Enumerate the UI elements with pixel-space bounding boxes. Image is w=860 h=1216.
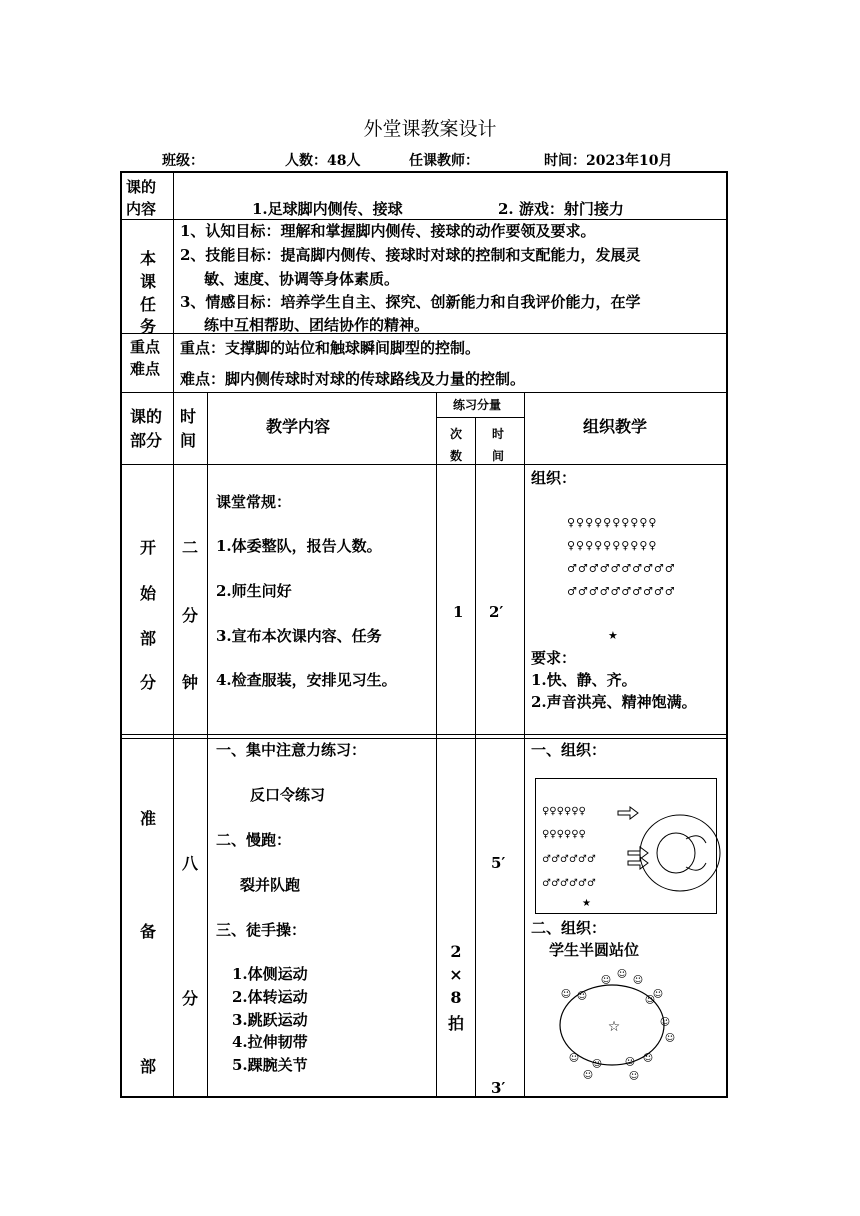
student-face-icon: ☺ [659, 1017, 671, 1028]
requirement-1: 1.快、静、齐。 [531, 671, 637, 689]
exercise-3: 3.跳跃运动 [232, 1011, 308, 1029]
student-face-icon: ☺ [624, 1057, 636, 1068]
student-face-icon: ☺ [628, 1071, 640, 1082]
header-part: 课的 部分 [130, 407, 163, 450]
header-teaching-content: 教学内容 [266, 417, 331, 436]
routine-item-3: 3.宣布本次课内容、任务 [216, 627, 382, 645]
section2-time-2: 分 [181, 989, 198, 1008]
student-face-icon: ☺ [642, 1053, 654, 1064]
formation-row-male-1: ♂♂♂♂♂♂♂♂♂♂ [567, 562, 676, 575]
student-face-icon: ☺ [582, 1070, 594, 1081]
section1-time-2: 分 [181, 606, 198, 625]
task-line-1: 1、认知目标：理解和掌握脚内侧传、接球的动作要领及要求。 [180, 222, 596, 240]
student-face-icon: ☺ [652, 989, 664, 1000]
run-row-male-1: ♂♂♂♂♂♂ [542, 854, 596, 865]
section2-count-2: × [449, 965, 463, 984]
circle-center-star-icon: ☆ [607, 1019, 621, 1035]
section2-org-title-1: 一、组织： [531, 741, 607, 759]
section2-duration-1: 5′ [491, 854, 506, 872]
tasks-label-2: 课 [139, 272, 156, 291]
formation-row-male-2: ♂♂♂♂♂♂♂♂♂♂ [567, 585, 676, 598]
student-face-icon: ☺ [616, 969, 628, 980]
key-point: 重点：支撑脚的站位和触球瞬间脚型的控制。 [180, 339, 481, 357]
run-teacher-star-icon: ★ [582, 898, 591, 909]
content-item-1: 1.足球脚内侧传、接球 [252, 200, 403, 218]
task-line-3: 敏、速度、协调等身体素质。 [204, 270, 400, 288]
warmup-item-3: 三、徒手操： [216, 921, 307, 939]
exercise-1: 1.体侧运动 [232, 965, 308, 983]
section1-part-3: 部 [139, 629, 156, 648]
section1-count: 1 [453, 603, 464, 621]
keypoints-label: 重点 难点 [130, 338, 161, 378]
exercise-4: 4.拉伸韧带 [232, 1033, 308, 1051]
section2-count-3: 8 [450, 988, 462, 1007]
tasks-label-1: 本 [139, 249, 156, 268]
section1-time-3: 钟 [181, 673, 198, 692]
student-face-icon: ☺ [568, 1053, 580, 1064]
section1-part-4: 分 [139, 673, 156, 692]
warmup-item-1: 一、集中注意力练习： [216, 741, 367, 759]
run-row-female-2: ♀♀♀♀♀♀ [542, 829, 586, 840]
difficulty-point: 难点：脚内侧传球时对球的传球路线及力量的控制。 [180, 370, 526, 388]
section2-count-1: 2 [450, 942, 462, 961]
formation-row-female-1: ♀♀♀♀♀♀♀♀♀♀ [567, 516, 658, 529]
exercise-5: 5.踝腕关节 [232, 1056, 308, 1074]
requirement-2: 2.声音洪亮、精神饱满。 [531, 693, 697, 711]
section1-duration: 2′ [489, 603, 504, 621]
student-face-icon: ☺ [600, 975, 612, 986]
student-face-icon: ☺ [560, 989, 572, 1000]
lesson-plan-table [120, 171, 728, 1098]
header-count: 次 数 [450, 427, 463, 463]
people-count: 人数：48人 [285, 153, 361, 169]
student-face-icon: ☺ [576, 991, 588, 1002]
section1-org-title: 组织： [531, 469, 577, 487]
task-line-4: 3、情感目标：培养学生自主、探究、创新能力和自我评价能力，在学 [180, 293, 641, 311]
teacher-star-icon: ★ [608, 629, 618, 642]
header-organization: 组织教学 [583, 417, 648, 436]
student-face-icon: ☺ [644, 995, 656, 1006]
warmup-item-2: 二、慢跑： [216, 831, 292, 849]
run-row-male-2: ♂♂♂♂♂♂ [542, 878, 596, 889]
running-diagram [535, 778, 717, 914]
student-face-icon: ☺ [591, 1059, 603, 1070]
track-loop-icon [536, 779, 718, 915]
section2-part-3: 部 [139, 1057, 156, 1076]
requirements-title: 要求： [531, 649, 577, 667]
semicircle-diagram [542, 963, 722, 1103]
tasks-label-3: 任 [139, 295, 156, 314]
section2-part-1: 准 [139, 809, 156, 828]
formation-row-female-2: ♀♀♀♀♀♀♀♀♀♀ [567, 539, 658, 552]
section2-org-title-2: 二、组织： [531, 919, 607, 937]
routine-item-1: 1.体委整队，报告人数。 [216, 537, 382, 555]
task-line-5: 练中互相帮助、团结协作的精神。 [204, 316, 430, 334]
semicircle-formation-label: 学生半圆站位 [549, 941, 640, 959]
tasks-label-4: 务 [139, 317, 156, 336]
section1-time-1: 二 [181, 538, 198, 557]
routine-title: 课堂常规： [216, 493, 292, 511]
section2-duration-2: 3′ [491, 1079, 506, 1097]
warmup-item-2a: 裂并队跑 [240, 876, 301, 894]
section2-time-1: 八 [181, 854, 198, 873]
content-row-label: 课的 内容 [126, 178, 157, 218]
task-line-2: 2、技能目标：提高脚内侧传、接球时对球的控制和支配能力，发展灵 [180, 246, 641, 264]
header-time: 时 间 [180, 407, 197, 450]
section1-part-1: 开 [139, 538, 156, 557]
warmup-item-1a: 反口令练习 [250, 786, 326, 804]
run-row-female-1: ♀♀♀♀♀♀ [542, 806, 586, 817]
section1-part-2: 始 [139, 584, 156, 603]
header-duration: 时 间 [492, 427, 505, 463]
content-item-2: 2. 游戏：射门接力 [498, 200, 624, 218]
page-title: 外堂课教案设计 [363, 118, 497, 140]
date-label: 时间：2023年10月 [544, 153, 673, 169]
class-label: 班级： [162, 153, 204, 169]
student-face-icon: ☺ [632, 975, 644, 986]
header-practice-amount: 练习分量 [453, 398, 502, 412]
exercise-2: 2.体转运动 [232, 988, 308, 1006]
student-face-icon: ☺ [664, 1033, 676, 1044]
teacher-label: 任课教师： [409, 153, 479, 169]
section2-part-2: 备 [139, 922, 156, 941]
section2-count-4: 拍 [447, 1014, 464, 1033]
routine-item-2: 2.师生问好 [216, 582, 292, 600]
routine-item-4: 4.检查服装，安排见习生。 [216, 671, 397, 689]
